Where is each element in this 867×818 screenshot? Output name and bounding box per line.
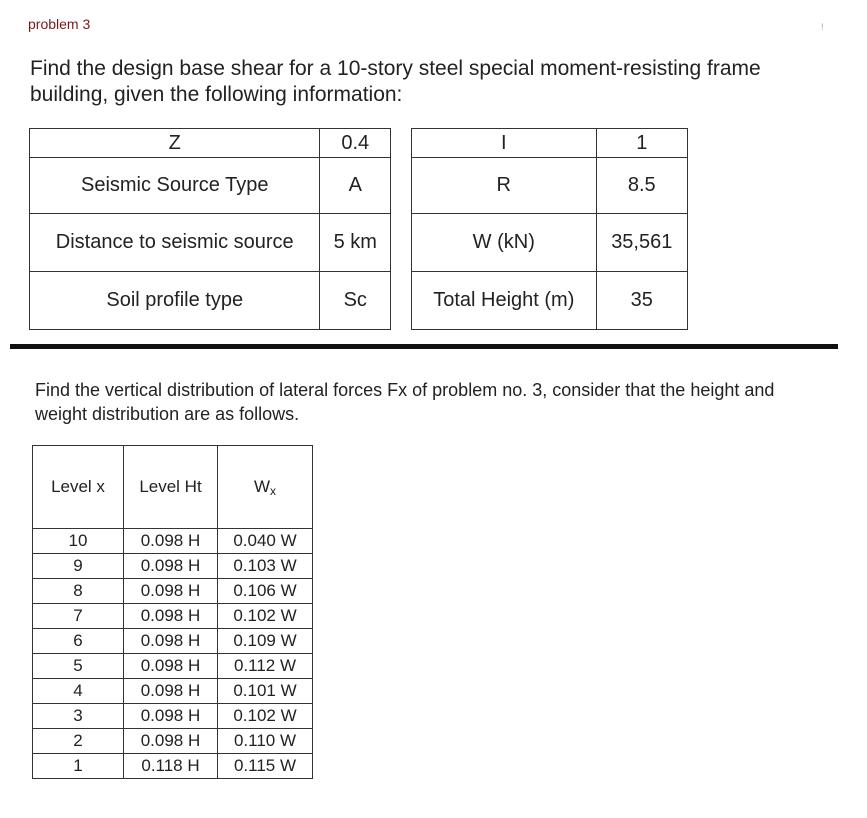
weight-cell: 0.040 W — [218, 529, 313, 554]
table-row — [33, 704, 313, 729]
table-row — [412, 129, 688, 158]
level-height-cell: 0.098 H — [124, 554, 218, 579]
level-height-cell: 0.098 H — [124, 629, 218, 654]
problem-statement: Find the design base shear for a 10-story steel special moment-resisting frame building, given the following information: — [30, 57, 761, 106]
level-cell: 10 — [33, 529, 124, 554]
table-row — [33, 629, 313, 654]
level-cell: 1 — [33, 754, 124, 779]
param-w: W (kN) — [412, 214, 597, 272]
table-row — [33, 579, 313, 604]
table-row — [30, 272, 391, 330]
header-level: Level x — [33, 446, 124, 529]
header-level-height: Level Ht — [124, 446, 218, 529]
level-cell: 3 — [33, 704, 124, 729]
weight-cell: 0.109 W — [218, 629, 313, 654]
value-soil-profile: Sc — [320, 272, 391, 330]
weight-cell: 0.102 W — [218, 604, 313, 629]
table-row — [33, 554, 313, 579]
param-r: R — [412, 158, 597, 214]
table-row — [33, 679, 313, 704]
value-r: 8.5 — [596, 158, 687, 214]
level-height-cell: 0.098 H — [124, 654, 218, 679]
value-seismic-source-type: A — [320, 158, 391, 214]
header-weight-subscript: x — [270, 483, 277, 498]
level-height-cell: 0.098 H — [124, 729, 218, 754]
weight-cell: 0.106 W — [218, 579, 313, 604]
level-height-cell: 0.098 H — [124, 679, 218, 704]
level-cell: 7 — [33, 604, 124, 629]
table-header-row — [33, 446, 313, 529]
table-row — [412, 272, 688, 330]
distribution-table — [32, 445, 313, 779]
weight-cell: 0.102 W — [218, 704, 313, 729]
table-row — [33, 754, 313, 779]
problem-label: problem 3 — [28, 16, 91, 32]
value-i: 1 — [596, 129, 687, 158]
level-cell: 2 — [33, 729, 124, 754]
table-row — [412, 214, 688, 272]
level-cell: 4 — [33, 679, 124, 704]
header-weight — [218, 446, 313, 529]
corner-mark: ! — [821, 22, 824, 32]
table-row — [33, 729, 313, 754]
weight-cell: 0.103 W — [218, 554, 313, 579]
param-distance: Distance to seismic source — [30, 214, 320, 272]
table-row — [33, 654, 313, 679]
param-total-height: Total Height (m) — [412, 272, 597, 330]
weight-cell: 0.110 W — [218, 729, 313, 754]
header-weight-label: W — [253, 476, 271, 496]
weight-cell: 0.112 W — [218, 654, 313, 679]
level-height-cell: 0.098 H — [124, 704, 218, 729]
param-seismic-source-type: Seismic Source Type — [30, 158, 320, 214]
distribution-statement: Find the vertical distribution of lateral forces Fx of problem no. 3, consider that the height and weight distribution are as follows. — [35, 380, 775, 424]
level-height-cell: 0.098 H — [124, 604, 218, 629]
table-row — [30, 214, 391, 272]
param-i: I — [412, 129, 597, 158]
table-row — [33, 529, 313, 554]
level-cell: 5 — [33, 654, 124, 679]
value-total-height: 35 — [596, 272, 687, 330]
distribution-table-body — [33, 529, 313, 779]
given-data-table-right — [411, 128, 688, 330]
param-z: Z — [30, 129, 320, 158]
weight-cell: 0.115 W — [218, 754, 313, 779]
level-cell: 9 — [33, 554, 124, 579]
section-divider — [10, 344, 838, 349]
level-height-cell: 0.118 H — [124, 754, 218, 779]
table-row — [30, 129, 391, 158]
table-row — [30, 158, 391, 214]
level-height-cell: 0.098 H — [124, 529, 218, 554]
value-z: 0.4 — [320, 129, 391, 158]
value-distance: 5 km — [320, 214, 391, 272]
table-row — [412, 158, 688, 214]
value-w: 35,561 — [596, 214, 687, 272]
param-soil-profile: Soil profile type — [30, 272, 320, 330]
table-row — [33, 604, 313, 629]
level-height-cell: 0.098 H — [124, 579, 218, 604]
level-cell: 6 — [33, 629, 124, 654]
weight-cell: 0.101 W — [218, 679, 313, 704]
level-cell: 8 — [33, 579, 124, 604]
given-data-table-left — [29, 128, 391, 330]
